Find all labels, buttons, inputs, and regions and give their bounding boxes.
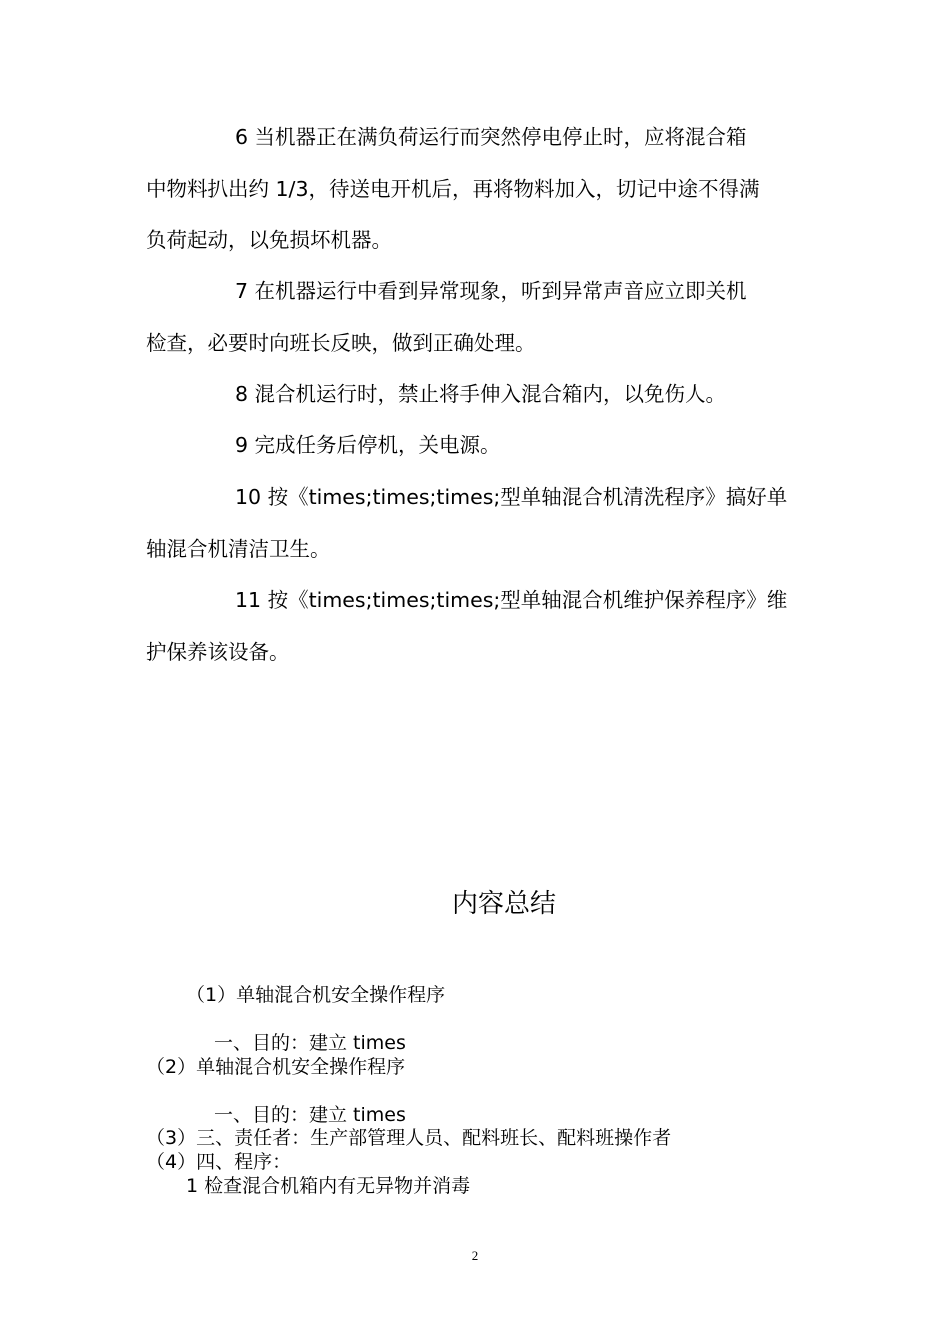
paragraph-line: 中物料扒出约 1/3，待送电开机后，再将物料加入，切记中途不得满 [146,176,760,201]
summary-item: 一、目的：建立 times [214,1104,406,1126]
paragraph-8 [146,369,818,421]
paragraph-line: 护保养该设备。 [146,639,290,664]
paragraph-line: 7 在机器运行中看到异常现象，听到异常声音应立即关机 [235,279,747,303]
summary-item: （3）三、责任者：生产部管理人员、配料班长、配料班操作者 [146,1127,672,1149]
paragraph-6 [146,112,818,267]
paragraph-7 [146,266,818,369]
summary-item: （1）单轴混合机安全操作程序 [186,984,446,1006]
paragraph-line: 10 按《times;times;times;型单轴混合机清洗程序》搞好单 [235,485,788,509]
paragraph-9 [146,420,818,472]
summary-item: （4）四、程序： [146,1151,292,1173]
page-number: 2 [471,1248,479,1263]
paragraph-line: 11 按《times;times;times;型单轴混合机维护保养程序》维 [235,588,788,612]
paragraph-10 [146,472,818,575]
paragraph-line: 轴混合机清洁卫生。 [146,536,331,561]
paragraph-line: 9 完成任务后停机，关电源。 [235,433,501,457]
paragraph-line: 6 当机器正在满负荷运行而突然停电停止时，应将混合箱 [235,125,747,149]
summary-title: 内容总结 [451,889,556,919]
summary-item: 一、目的：建立 times [214,1032,406,1054]
paragraph-line: 负荷起动，以免损坏机器。 [146,228,392,252]
paragraph-11 [146,575,818,678]
summary-item: （2）单轴混合机安全操作程序 [146,1056,406,1078]
paragraph-line: 检查，必要时向班长反映，做到正确处理。 [146,330,536,355]
summary-item: 1 检查混合机箱内有无异物并消毒 [186,1175,471,1197]
paragraph-line: 8 混合机运行时，禁止将手伸入混合箱内，以免伤人。 [235,382,727,406]
